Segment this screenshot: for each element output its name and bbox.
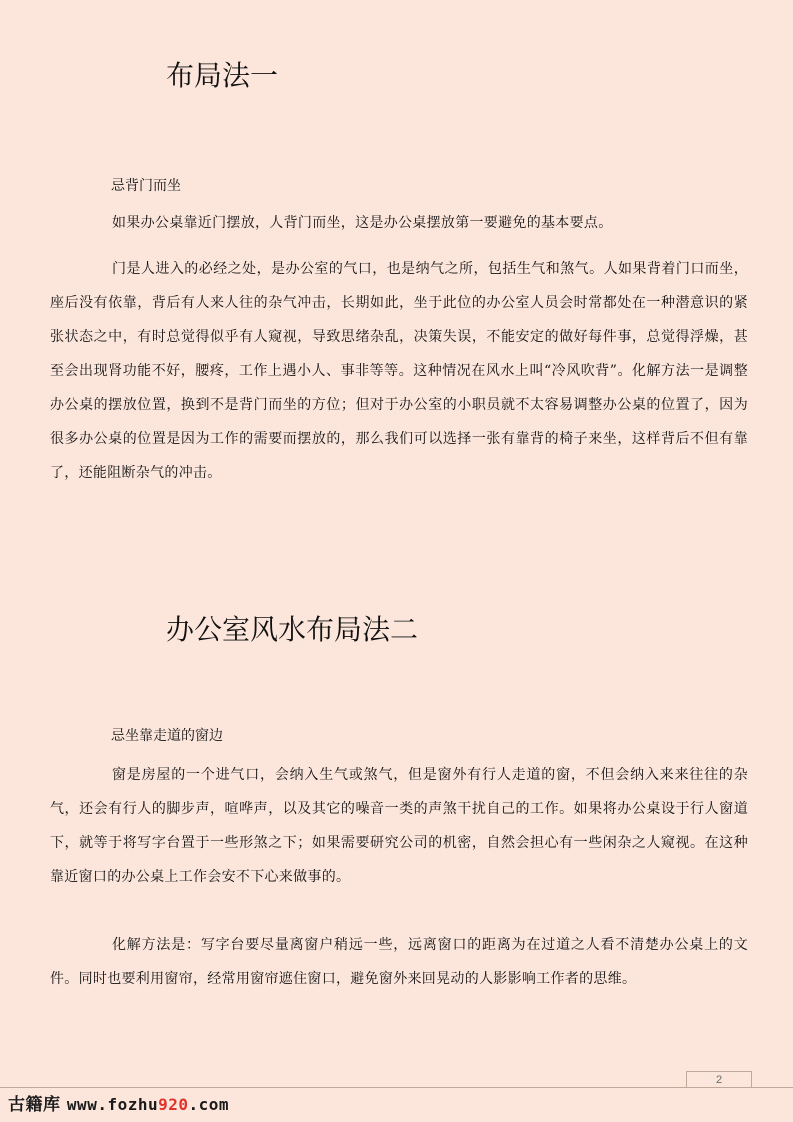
section2-subtitle: 忌坐靠走道的窗边 bbox=[111, 728, 223, 744]
watermark-brand: 古籍库 bbox=[8, 1095, 61, 1115]
footer-divider bbox=[0, 1087, 793, 1088]
site-watermark bbox=[8, 1090, 229, 1115]
page-number-box bbox=[686, 1071, 752, 1088]
section2-paragraph: 化解方法是：写字台要尽量离窗户稍远一些，远离窗口的距离为在过道之人看不清楚办公桌上的文件。同时也要利用窗帘，经常用窗帘遮住窗口，避免窗外来回晃动的人影影响工作者的思维。 bbox=[50, 937, 748, 987]
section2-paragraph: 窗是房屋的一个进气口，会纳入生气或煞气，但是窗外有行人走道的窗，不但会纳入来来往往的杂气，还会有行人的脚步声，喧哗声，以及其它的噪音一类的声煞干扰自己的工作。如果将办公桌设于行人窗道下，就等于将写字台置于一些形煞之下；如果需要研究公司的机密，自然会担心有一些闲杂之人窥视。在这种靠近窗口的办公桌上工作会安不下心来做事的。 bbox=[50, 767, 748, 885]
watermark-url-number: 920 bbox=[158, 1095, 189, 1114]
watermark-url-suffix: .com bbox=[188, 1095, 230, 1114]
section1-paragraph: 如果办公桌靠近门摆放，人背门而坐，这是办公桌摆放第一要避免的基本要点。 bbox=[112, 215, 613, 231]
section1-title: 布局法一 bbox=[166, 59, 279, 92]
watermark-url-prefix: www.fozhu bbox=[66, 1095, 159, 1114]
section2-title: 办公室风水布局法二 bbox=[166, 613, 419, 646]
page-number: 2 bbox=[715, 1074, 723, 1086]
section1-subtitle: 忌背门而坐 bbox=[111, 178, 181, 194]
section1-paragraph: 门是人进入的必经之处，是办公室的气口，也是纳气之所，包括生气和煞气。人如果背着门口而坐，座后没有依靠，背后有人来人往的杂气冲击，长期如此，坐于此位的办公室人员会时常都处在一种潜意识的紧张状态之中，有时总觉得似乎有人窥视，导致思绪杂乱，决策失误，不能安定的做好每件事，总觉得浮燥，甚至会出现肾功能不好，腰疼，工作上遇小人、事非等等。这种情况在风水上叫“冷风吹背”。化解方法一是调整办公桌的摆放位置，换到不是背门而坐的方位；但对于办公室的小职员就不太容易调整办公桌的位置了，因为很多办公桌的位置是因为工作的需要而摆放的，那么我们可以选择一张有靠背的椅子来坐，这样背后不但有靠了，还能阻断杂气的冲击。 bbox=[50, 261, 748, 481]
